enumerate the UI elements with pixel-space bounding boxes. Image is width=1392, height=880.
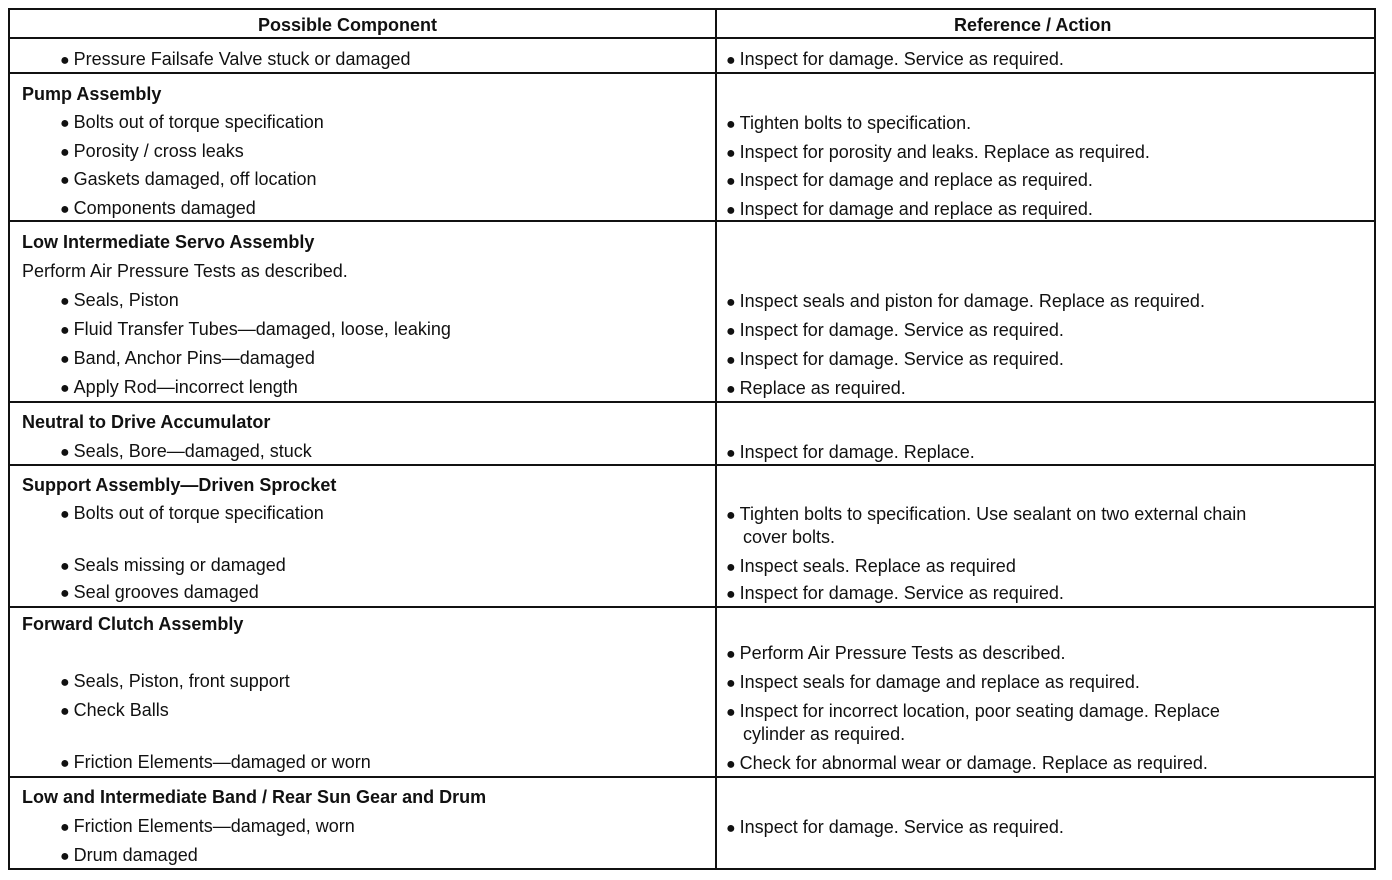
action-item: ● Inspect for damage and replace as required.	[726, 169, 1093, 193]
row-divider	[10, 401, 1374, 403]
action-item: ● Inspect for damage. Replace.	[726, 441, 975, 465]
component-item: ● Seals, Bore—damaged, stuck	[60, 440, 312, 464]
action-item: ● Check for abnormal wear or damage. Replace as required.	[726, 752, 1208, 776]
action-item: ● Inspect for incorrect location, poor seating damage. Replace	[726, 700, 1220, 724]
component-item: ● Pressure Failsafe Valve stuck or damaged	[60, 48, 411, 72]
action-item: ● Inspect seals for damage and replace as required.	[726, 671, 1140, 695]
header-possible-component: Possible Component	[258, 15, 438, 35]
component-item: ● Seals, Piston	[60, 289, 179, 313]
action-item: ● Inspect for damage. Service as required.	[726, 816, 1064, 840]
component-item: ● Components damaged	[60, 197, 256, 221]
component-item: ● Fluid Transfer Tubes—damaged, loose, leaking	[60, 318, 451, 342]
component-item: ● Seal grooves damaged	[60, 581, 259, 605]
row-divider	[10, 606, 1374, 608]
action-item: ● Inspect for damage and replace as required.	[726, 198, 1093, 222]
row-divider	[10, 776, 1374, 778]
header-divider	[10, 37, 1374, 39]
component-item: ● Friction Elements—damaged or worn	[60, 751, 371, 775]
action-item-continued: cylinder as required.	[743, 724, 906, 744]
action-item: ● Perform Air Pressure Tests as described.	[726, 642, 1065, 666]
action-item-continued: cover bolts.	[743, 527, 836, 547]
component-item: ● Seals, Piston, front support	[60, 670, 290, 694]
component-item: ● Bolts out of torque specification	[60, 111, 324, 135]
component-item: ● Gaskets damaged, off location	[60, 168, 317, 192]
action-item: ● Inspect for porosity and leaks. Replace as required.	[726, 141, 1150, 165]
component-item: ● Apply Rod—incorrect length	[60, 376, 298, 400]
component-item: ● Drum damaged	[60, 844, 198, 868]
action-item: ● Inspect for damage. Service as required.	[726, 348, 1064, 372]
action-item: ● Inspect for damage. Service as required.	[726, 319, 1064, 343]
action-item: ● Inspect for damage. Service as required.	[726, 582, 1064, 606]
section-heading: Support Assembly—Driven Sprocket	[22, 475, 337, 495]
section-heading: Low and Intermediate Band / Rear Sun Gear and Drum	[22, 787, 487, 807]
section-note: Perform Air Pressure Tests as described.	[22, 261, 348, 281]
diagnosis-table	[8, 8, 1376, 870]
section-heading: Low Intermediate Servo Assembly	[22, 232, 315, 252]
row-divider	[10, 72, 1374, 74]
column-divider	[715, 10, 717, 868]
header-reference-action: Reference / Action	[954, 15, 1112, 35]
component-item: ● Bolts out of torque specification	[60, 502, 324, 526]
component-item: ● Porosity / cross leaks	[60, 140, 244, 164]
section-heading: Neutral to Drive Accumulator	[22, 412, 271, 432]
section-heading: Pump Assembly	[22, 84, 162, 104]
section-heading: Forward Clutch Assembly	[22, 614, 244, 634]
row-divider	[10, 464, 1374, 466]
action-item: ● Inspect for damage. Service as required.	[726, 48, 1064, 72]
action-item: ● Tighten bolts to specification. Use sealant on two external chain	[726, 503, 1246, 527]
action-item: ● Inspect seals and piston for damage. Replace as required.	[726, 290, 1205, 314]
component-item: ● Seals missing or damaged	[60, 554, 286, 578]
action-item: ● Replace as required.	[726, 377, 906, 401]
action-item: ● Inspect seals. Replace as required	[726, 555, 1016, 579]
action-item: ● Tighten bolts to specification.	[726, 112, 971, 136]
component-item: ● Friction Elements—damaged, worn	[60, 815, 355, 839]
component-item: ● Band, Anchor Pins—damaged	[60, 347, 315, 371]
component-item: ● Check Balls	[60, 699, 169, 723]
